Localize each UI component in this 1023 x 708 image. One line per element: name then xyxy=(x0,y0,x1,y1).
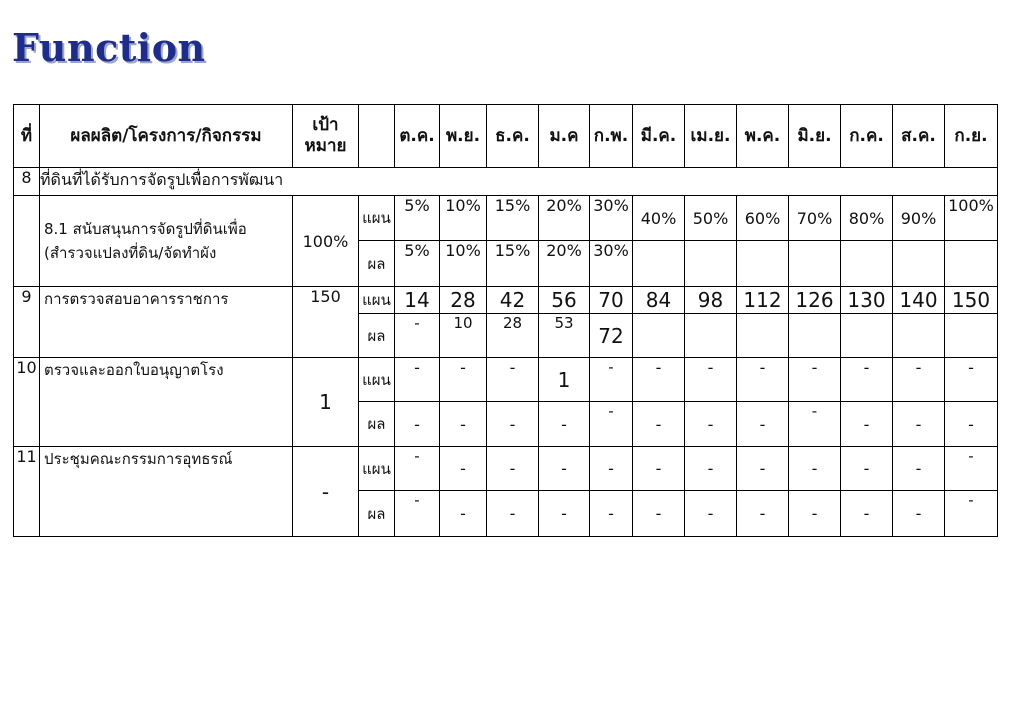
plan-value: - xyxy=(685,447,737,491)
plan-value: 100% xyxy=(945,196,998,241)
row-name: การตรวจสอบอาคารราชการ xyxy=(40,287,293,358)
row-no: 11 xyxy=(14,447,40,537)
plan-value: 1 xyxy=(539,358,590,402)
plan-value: 42 xyxy=(487,287,539,314)
row-no: 9 xyxy=(14,287,40,358)
result-value: - xyxy=(633,491,685,537)
plan-value: - xyxy=(395,447,440,491)
row-10-plan xyxy=(14,358,998,402)
plan-value: - xyxy=(737,358,789,402)
row-11-plan xyxy=(14,447,998,491)
plan-label: แผน xyxy=(359,196,395,241)
plan-value: - xyxy=(737,447,789,491)
header-month: เม.ย. xyxy=(685,105,737,168)
result-value: 10% xyxy=(440,241,487,287)
header-type xyxy=(359,105,395,168)
section-row xyxy=(14,168,998,196)
result-value xyxy=(685,314,737,358)
plan-value: - xyxy=(590,447,633,491)
result-value: - xyxy=(440,402,487,447)
header-row xyxy=(14,105,998,168)
result-value: - xyxy=(395,491,440,537)
plan-value: 5% xyxy=(395,196,440,241)
header-month: ก.ย. xyxy=(945,105,998,168)
row-name: ตรวจและออกใบอนุญาตโรง xyxy=(40,358,293,447)
result-value xyxy=(789,314,841,358)
header-month: ต.ค. xyxy=(395,105,440,168)
plan-value: 70% xyxy=(789,196,841,241)
plan-value: - xyxy=(395,358,440,402)
plan-value: 30% xyxy=(590,196,633,241)
result-value: - xyxy=(737,491,789,537)
result-value: - xyxy=(539,402,590,447)
plan-value: - xyxy=(893,358,945,402)
result-value: - xyxy=(395,402,440,447)
result-value xyxy=(789,241,841,287)
result-value xyxy=(893,241,945,287)
section-no: 8 xyxy=(14,168,40,196)
plan-value: 126 xyxy=(789,287,841,314)
plan-value: 150 xyxy=(945,287,998,314)
page-title: Function xyxy=(12,25,206,70)
result-value: - xyxy=(893,491,945,537)
header-no: ที่ xyxy=(14,105,40,168)
result-value xyxy=(841,241,893,287)
result-value: - xyxy=(893,402,945,447)
result-value: - xyxy=(789,491,841,537)
result-label: ผล xyxy=(359,241,395,287)
result-value: - xyxy=(440,491,487,537)
plan-value: - xyxy=(590,358,633,402)
row-no: 10 xyxy=(14,358,40,447)
plan-value: - xyxy=(945,447,998,491)
plan-value: - xyxy=(789,447,841,491)
header-product: ผลผลิต/โครงการ/กิจกรรม xyxy=(40,105,293,168)
result-value: - xyxy=(633,402,685,447)
row-target: - xyxy=(293,447,359,537)
result-value xyxy=(737,241,789,287)
plan-value: 20% xyxy=(539,196,590,241)
row-name: 8.1 สนับสนุนการจัดรูปที่ดินเพื่อ (สำรวจแปลงที่ดิน/จัดทำผัง xyxy=(40,196,293,287)
plan-value: 50% xyxy=(685,196,737,241)
plan-value: - xyxy=(539,447,590,491)
result-value: 10 xyxy=(440,314,487,358)
result-value: - xyxy=(590,491,633,537)
result-value xyxy=(893,314,945,358)
plan-table xyxy=(13,104,998,537)
plan-value: 14 xyxy=(395,287,440,314)
result-value: 15% xyxy=(487,241,539,287)
result-value xyxy=(945,241,998,287)
result-value: - xyxy=(487,491,539,537)
plan-value: 56 xyxy=(539,287,590,314)
row-target: 150 xyxy=(293,287,359,358)
header-month: ธ.ค. xyxy=(487,105,539,168)
plan-value: 70 xyxy=(590,287,633,314)
result-value: 72 xyxy=(590,314,633,358)
section-title: ที่ดินที่ได้รับการจัดรูปเพื่อการพัฒนา xyxy=(40,168,998,196)
result-value: - xyxy=(487,402,539,447)
row-9-plan xyxy=(14,287,998,314)
result-value xyxy=(841,314,893,358)
plan-value: 98 xyxy=(685,287,737,314)
header-month: มี.ค. xyxy=(633,105,685,168)
result-value: - xyxy=(685,402,737,447)
header-target: เป้าหมาย xyxy=(293,105,359,168)
plan-value: - xyxy=(633,447,685,491)
plan-value: 10% xyxy=(440,196,487,241)
result-label: ผล xyxy=(359,314,395,358)
result-value: - xyxy=(841,491,893,537)
header-month: พ.ค. xyxy=(737,105,789,168)
header-month: ส.ค. xyxy=(893,105,945,168)
row-name: ประชุมคณะกรรมการอุทธรณ์ xyxy=(40,447,293,537)
result-value: 30% xyxy=(590,241,633,287)
plan-value: - xyxy=(633,358,685,402)
header-month: ม.ค xyxy=(539,105,590,168)
result-value xyxy=(633,314,685,358)
row-no xyxy=(14,196,40,287)
plan-value: 40% xyxy=(633,196,685,241)
row-target: 100% xyxy=(293,196,359,287)
header-month: พ.ย. xyxy=(440,105,487,168)
plan-value: - xyxy=(789,358,841,402)
plan-value: 84 xyxy=(633,287,685,314)
result-value: 53 xyxy=(539,314,590,358)
plan-value: - xyxy=(893,447,945,491)
plan-label: แผน xyxy=(359,287,395,314)
result-value: - xyxy=(590,402,633,447)
plan-value: - xyxy=(440,447,487,491)
result-value: - xyxy=(945,402,998,447)
header-month: ก.พ. xyxy=(590,105,633,168)
plan-value: 60% xyxy=(737,196,789,241)
result-label: ผล xyxy=(359,402,395,447)
result-value: - xyxy=(789,402,841,447)
plan-value: - xyxy=(440,358,487,402)
result-value: - xyxy=(737,402,789,447)
row-target: 1 xyxy=(293,358,359,447)
plan-value: 140 xyxy=(893,287,945,314)
plan-value: - xyxy=(487,358,539,402)
row-8-1-plan xyxy=(14,196,998,241)
result-value xyxy=(633,241,685,287)
result-value: - xyxy=(841,402,893,447)
result-value xyxy=(685,241,737,287)
result-value: 28 xyxy=(487,314,539,358)
result-value: - xyxy=(945,491,998,537)
header-month: ก.ค. xyxy=(841,105,893,168)
plan-value: - xyxy=(841,447,893,491)
result-label: ผล xyxy=(359,491,395,537)
result-value xyxy=(945,314,998,358)
result-value: 20% xyxy=(539,241,590,287)
plan-value: 28 xyxy=(440,287,487,314)
result-value: - xyxy=(395,314,440,358)
plan-label: แผน xyxy=(359,447,395,491)
plan-value: 90% xyxy=(893,196,945,241)
result-value: - xyxy=(685,491,737,537)
plan-value: 112 xyxy=(737,287,789,314)
plan-value: - xyxy=(945,358,998,402)
result-value: - xyxy=(539,491,590,537)
plan-label: แผน xyxy=(359,358,395,402)
header-month: มิ.ย. xyxy=(789,105,841,168)
plan-value: - xyxy=(487,447,539,491)
plan-value: 80% xyxy=(841,196,893,241)
result-value: 5% xyxy=(395,241,440,287)
plan-value: 130 xyxy=(841,287,893,314)
plan-value: 15% xyxy=(487,196,539,241)
plan-value: - xyxy=(685,358,737,402)
result-value xyxy=(737,314,789,358)
plan-value: - xyxy=(841,358,893,402)
